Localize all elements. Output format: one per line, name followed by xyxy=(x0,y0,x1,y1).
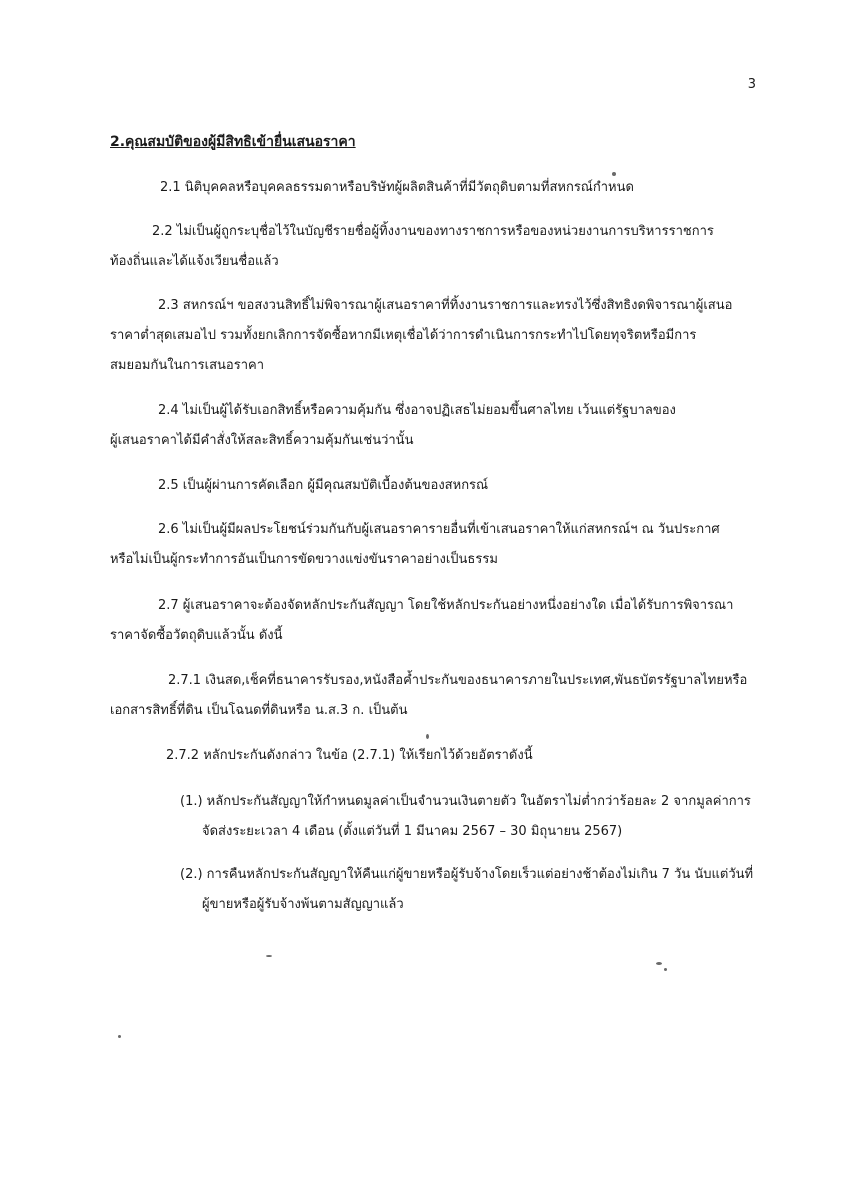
clause-2-3 xyxy=(110,291,732,381)
clause-line: เอกสารสิทธิ์ที่ดิน เป็นโฉนดที่ดินหรือ น.ส.3 ก. เป็นต้น xyxy=(110,703,408,718)
sub-clause-1 xyxy=(180,787,751,847)
clause-line: ราคาต่ำสุดเสมอไป รวมทั้งยกเลิกการจัดซื้อหากมีเหตุเชื่อได้ว่าการดำเนินการกระทำไปโดยทุจริตหรือมีการ xyxy=(110,328,697,343)
clause-line: 2.5 เป็นผู้ผ่านการคัดเลือก ผู้มีคุณสมบัติเบื้องต้นของสหกรณ์ xyxy=(158,478,489,493)
section-heading: 2.คุณสมบัติของผู้มีสิทธิเข้ายื่นเสนอราคา xyxy=(110,134,356,150)
clause-line: ราคาจัดซื้อวัตถุดิบแล้วนั้น ดังนี้ xyxy=(110,628,283,643)
clause-2-7 xyxy=(110,591,733,651)
clause-2-6 xyxy=(110,515,720,575)
scan-speck xyxy=(656,962,662,965)
scan-speck xyxy=(664,968,667,971)
clause-2-1 xyxy=(160,173,634,203)
clause-line: 2.4 ไม่เป็นผู้ได้รับเอกสิทธิ์หรือความคุ้มกัน ซึ่งอาจปฏิเสธไม่ยอมขึ้นศาลไทย เว้นแต่รัฐบาลของ xyxy=(158,403,676,418)
clause-line: จัดส่งระยะเวลา 4 เดือน (ตั้งแต่วันที่ 1 มีนาคม 2567 – 30 มิถุนายน 2567) xyxy=(202,824,623,839)
scan-speck xyxy=(266,955,272,957)
clause-line: หรือไม่เป็นผู้กระทำการอันเป็นการขัดขวางแข่งขันราคาอย่างเป็นธรรม xyxy=(110,552,498,567)
clause-line: 2.7.1 เงินสด,เช็คที่ธนาคารรับรอง,หนังสือค้ำประกันของธนาคารภายในประเทศ,พันธบัตรรัฐบาลไทยหรือ xyxy=(168,673,748,688)
scan-speck xyxy=(426,734,429,739)
clause-line: 2.3 สหกรณ์ฯ ขอสงวนสิทธิ์ไม่พิจารณาผู้เสนอราคาที่ทิ้งงานราชการและทรงไว้ซึ่งสิทธิงดพิจารณาผู้เสนอ xyxy=(158,298,733,313)
clause-2-7-1 xyxy=(110,666,747,726)
clause-line: 2.7.2 หลักประกันดังกล่าว ในข้อ (2.7.1) ให้เรียกไว้ด้วยอัตราดังนี้ xyxy=(166,748,533,763)
clause-line: 2.2 ไม่เป็นผู้ถูกระบุชื่อไว้ในบัญชีรายชื่อผู้ทิ้งงานของทางราชการหรือของหน่วยงานการบริหารราชการ xyxy=(152,224,714,239)
scan-speck xyxy=(118,1035,121,1038)
sub-clause-2 xyxy=(180,860,753,920)
clause-line: (1.) หลักประกันสัญญาให้กำหนดมูลค่าเป็นจำนวนเงินตายตัว ในอัตราไม่ต่ำกว่าร้อยละ 2 จากมูลค่าการ xyxy=(180,794,751,809)
clause-line: 2.1 นิติบุคคลหรือบุคคลธรรมดาหรือบริษัทผู้ผลิตสินค้าที่มีวัตถุดิบตามที่สหกรณ์กำหนด xyxy=(160,180,634,195)
clause-line: 2.6 ไม่เป็นผู้มีผลประโยชน์ร่วมกันกับผู้เสนอราคารายอื่นที่เข้าเสนอราคาให้แก่สหกรณ์ฯ ณ วันประกาศ xyxy=(158,522,720,537)
clause-line: ท้องถิ่นและได้แจ้งเวียนชื่อแล้ว xyxy=(110,254,279,269)
clause-line: ผู้เสนอราคาได้มีคำสั่งให้สละสิทธิ์ความคุ้มกันเช่นว่านั้น xyxy=(110,433,414,448)
clause-line: 2.7 ผู้เสนอราคาจะต้องจัดหลักประกันสัญญา โดยใช้หลักประกันอย่างหนึ่งอย่างใด เมื่อได้รับการพิจารณา xyxy=(158,598,734,613)
page-number: 3 xyxy=(747,77,756,92)
clause-2-7-2 xyxy=(166,741,533,771)
clause-line: สมยอมกันในการเสนอราคา xyxy=(110,358,264,373)
clause-2-5 xyxy=(158,471,488,501)
clause-line: (2.) การคืนหลักประกันสัญญาให้คืนแก่ผู้ขายหรือผู้รับจ้างโดยเร็วแต่อย่างช้าต้องไม่เกิน 7 วัน นับแต่วันที่ xyxy=(180,867,754,882)
clause-line: ผู้ขายหรือผู้รับจ้างพ้นตามสัญญาแล้ว xyxy=(202,897,404,912)
clause-2-4 xyxy=(110,396,676,456)
clause-2-2 xyxy=(110,217,714,277)
